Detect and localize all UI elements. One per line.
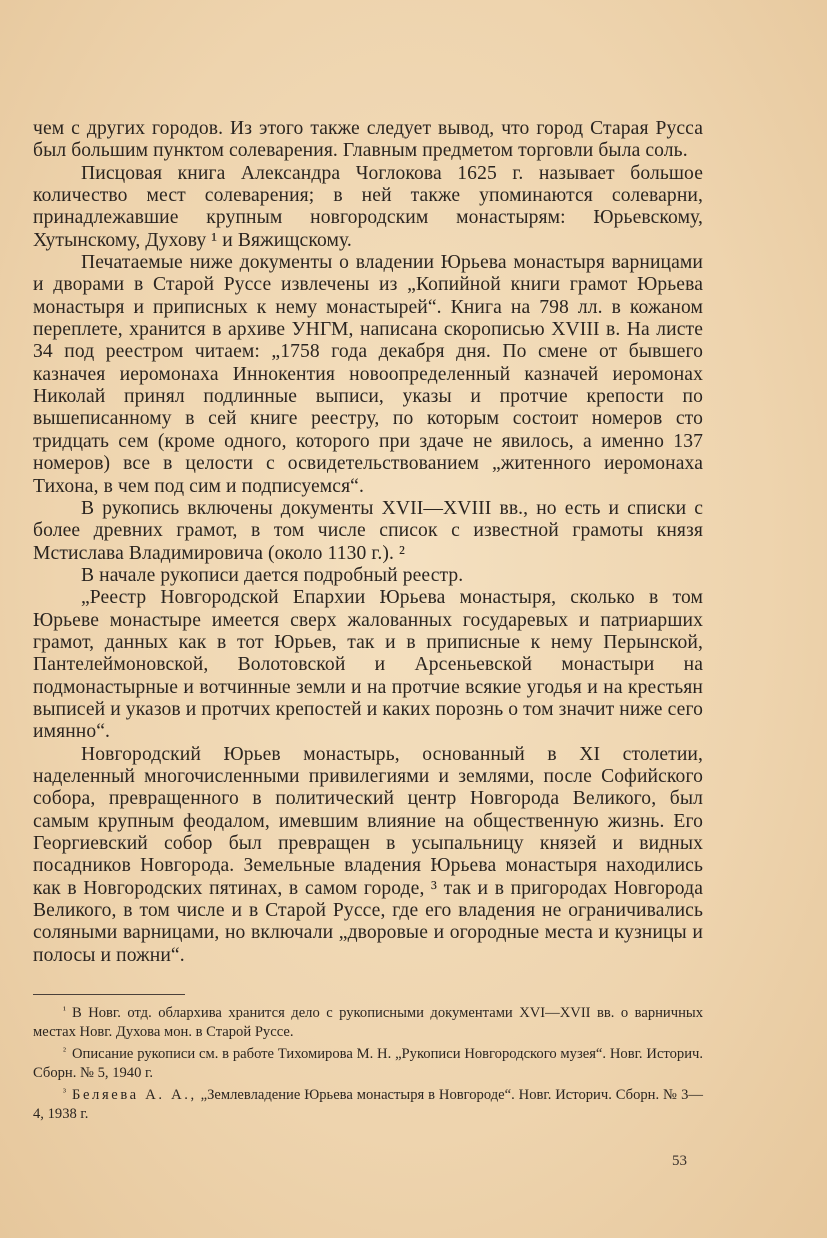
footnote-2 [33,1042,703,1083]
page-number: 53 [672,1153,687,1169]
paragraph-6: „Реестр Новгородской Епархии Юрьева монастыря, сколько в том Юрьеве монастыре имеется сверх жалованных государевых и патриарших грамот, данных как в тот Юрьев, так и в приписные к нему Перынской, Пантелеймоновской, Волотовской и Арсеньевской монастыри на подмонастырные и вотчинные земли и на протчие всякие угодья и на крестьян выписей и указов и протчих крепостей и каких порознь о том значит ниже сего имянно“. [33,587,703,743]
footnote-1 [33,1001,703,1042]
paragraph-4: В рукопись включены документы XVII—XVIII вв., но есть и списки с более древних грамот, в том числе список с известной грамоты князя Мстислава Владимировича (около 1130 г.). ² [33,497,703,564]
paragraph-1: чем с других городов. Из этого также следует вывод, что город Старая Русса был большим пунктом солеварения. Главным предметом торговли была соль. [33,118,703,162]
footnote-2-mark: ² [63,1046,66,1058]
footnote-3-text: „Землевладение Юрьева монастыря в Новгороде“. Новг. Историч. Сборн. № 3—4, 1938 г. [33,1087,703,1123]
paragraph-2: Писцовая книга Александра Чоглокова 1625 г. называет большое количество мест солеварения; в ней также упоминаются солеварни, принадлежавшие крупным новгородским монастырям: Юрьевскому, Хутынскому, Духову ¹ и Вяжищскому. [33,162,703,251]
footnote-1-mark: ¹ [63,1005,66,1017]
page-body [33,118,703,1124]
footnote-1-text: В Новг. отд. облархива хранится дело с рукописными документами XVI—XVII вв. о варничных местах Новг. Духова мон. в Старой Руссе. [33,1005,703,1041]
paragraph-7: Новгородский Юрьев монастырь, основанный в XI столетии, наделенный многочисленными привилегиями и землями, после Софийского собора, превращенного в политический центр Новгорода Великого, был самым крупным феодалом, имевшим влияние на общественную жизнь. Его Георгиевский собор был превращен в усыпальницу князей и видных посадников Новгорода. Земельные владения Юрьева монастыря находились как в Новгородских пятинах, в самом городе, ³ так и в пригородах Новгорода Великого, в том числе и в Старой Руссе, где его владения не ограничивались соляными варницами, но включали „дворовые и огородные места и кузницы и полосы и пожни“. [33,743,703,966]
footnote-3-author: Беляева А. А., [72,1087,197,1104]
paragraph-3: Печатаемые ниже документы о владении Юрьева монастыря варницами и дворами в Старой Руссе извлечены из „Копийной книги грамот Юрьева монастыря и приписных к нему монастырей“. Книга на 798 лл. в кожаном переплете, хранится в архиве УНГМ, написана скорописью XVIII в. На листе 34 под реестром читаем: „1758 года декабря дня. По смене от бывшего казначея иеромонаха Иннокентия новоопределенный казначей иеромонах Николай принял подлинные выписи, указы и протчие крепости по вышеписанному в сей книге реестру, по которым состоит номеров сто тридцать сем (кроме одного, которого при здаче не явилось, а именно 137 номеров) все в целости с освидетельствованием „житенного иеромонаха Тихона, в чем под сим и подписуемся“. [33,252,703,497]
footnote-3 [33,1083,703,1124]
paragraph-5: В начале рукописи дается подробный реестр. [81,564,464,586]
footnote-divider [33,994,185,995]
footnote-2-text: Описание рукописи см. в работе Тихомирова М. Н. „Рукописи Новгородского музея“. Новг. Историч. Сборн. № 5, 1940 г. [33,1046,703,1082]
footnote-3-mark: ³ [63,1087,66,1099]
